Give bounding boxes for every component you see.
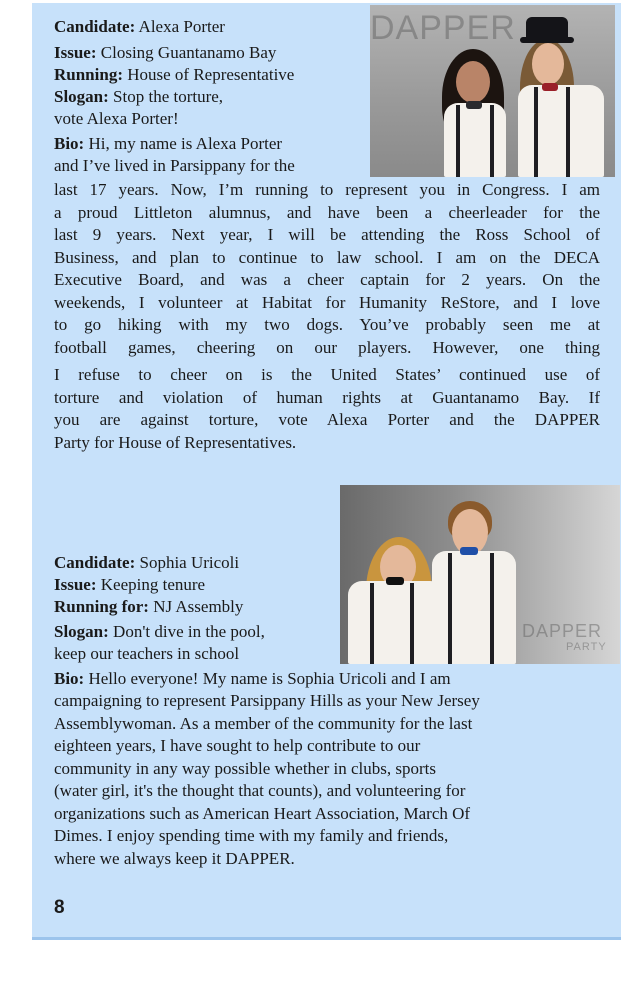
bio-line: Assemblywoman. As a member of the community for the last bbox=[54, 713, 473, 733]
candidate1-bio-paragraph-continued bbox=[54, 364, 600, 454]
bio-line: organizations such as American Heart Association, March Of bbox=[54, 803, 471, 823]
candidate-photo-sophia-uricoli bbox=[340, 485, 620, 664]
bio-text: Hello everyone! My name is Sophia Uricoli and I am bbox=[88, 669, 451, 688]
bio-line: Business, and plan to continue to law school. I am on the DECA bbox=[54, 247, 600, 267]
bio-line: torture and violation of human rights at Guantanamo Bay. If bbox=[54, 387, 600, 407]
slogan-text: Don't dive in the pool, bbox=[113, 622, 265, 641]
running-label: Running for: bbox=[54, 597, 149, 616]
issue-label: Issue: bbox=[54, 43, 97, 62]
photo-watermark: DAPPER bbox=[370, 9, 516, 47]
slogan-label: Slogan: bbox=[54, 622, 109, 641]
bio-line: to go hiking with my two dogs. You’ve probably seen me at bbox=[54, 315, 600, 334]
slogan-text: Stop the torture, bbox=[113, 87, 224, 106]
bio-line: weekends, I volunteer at Habitat for Humanity ReStore, and I love bbox=[54, 292, 600, 312]
bio-line: Dimes. I enjoy spending time with my family and friends, bbox=[54, 826, 449, 845]
running-label: Running: bbox=[54, 65, 123, 84]
page-number: 8 bbox=[54, 897, 65, 918]
candidate2-slogan-line-2 bbox=[54, 643, 239, 666]
candidate2-bio-first-line bbox=[54, 668, 451, 691]
bio-text: Hi, my name is Alexa Porter bbox=[88, 134, 283, 153]
candidate-label: Candidate: bbox=[54, 17, 136, 36]
running-value: NJ Assembly bbox=[153, 597, 244, 616]
bio-text: and I’ve lived in Parsippany for the bbox=[54, 156, 295, 175]
issue-label: Issue: bbox=[54, 575, 97, 594]
candidate1-slogan-line bbox=[54, 86, 223, 109]
candidate2-bio-paragraph bbox=[54, 690, 600, 870]
issue-value: Keeping tenure bbox=[100, 575, 206, 594]
issue-value: Closing Guantanamo Bay bbox=[100, 43, 277, 62]
candidate-name: Sophia Uricoli bbox=[139, 553, 240, 572]
bio-line: Executive Board, and was a cheer captain for 2 years. On the bbox=[54, 270, 600, 289]
candidate-label: Candidate: bbox=[54, 553, 136, 572]
bio-label: Bio: bbox=[54, 134, 85, 153]
bio-label: Bio: bbox=[54, 669, 85, 688]
candidate2-name-line bbox=[54, 552, 239, 575]
bio-line: where we always keep it DAPPER. bbox=[54, 848, 295, 868]
candidate2-running-line bbox=[54, 596, 243, 619]
bio-line: I refuse to cheer on is the United States’ continued use of bbox=[54, 365, 600, 384]
bio-line: Party for House of Representatives. bbox=[54, 432, 297, 452]
photo-watermark-sub: PARTY bbox=[566, 641, 607, 653]
bio-line: eighteen years, I have sought to help contribute to our bbox=[54, 736, 421, 755]
bio-line: you are against torture, vote Alexa Porter and the DAPPER bbox=[54, 410, 600, 429]
candidate1-slogan-line-2 bbox=[54, 108, 179, 131]
slogan-label: Slogan: bbox=[54, 87, 109, 106]
bio-line: (water girl, it's the thought that counts), and volunteering for bbox=[54, 781, 466, 800]
candidate1-bio-second-line bbox=[54, 155, 295, 178]
running-value: House of Representative bbox=[127, 65, 295, 84]
bio-line: last 9 years. Next year, I will be attending the Ross School of bbox=[54, 225, 600, 244]
bio-line: football games, cheering on our players. However, one thing bbox=[54, 337, 600, 357]
candidate-name: Alexa Porter bbox=[138, 17, 225, 36]
candidate-photo-alexa-porter bbox=[370, 5, 615, 177]
candidate1-bio-first-line bbox=[54, 133, 282, 156]
slogan-text-continued: vote Alexa Porter! bbox=[54, 109, 179, 128]
bio-line: last 17 years. Now, I’m running to represent you in Congress. I am bbox=[54, 180, 600, 199]
photo-watermark: DAPPER bbox=[522, 621, 603, 641]
candidate2-issue-line bbox=[54, 574, 205, 597]
slogan-text-continued: keep our teachers in school bbox=[54, 644, 240, 663]
candidate1-bio-paragraph bbox=[54, 179, 600, 359]
candidate1-name-line bbox=[54, 16, 225, 39]
bio-line: a proud Littleton alumnus, and have been a cheerleader for the bbox=[54, 202, 600, 222]
candidate2-slogan-line bbox=[54, 621, 265, 644]
bio-line: community in any way possible whether in clubs, sports bbox=[54, 758, 436, 778]
candidate1-running-line bbox=[54, 64, 294, 87]
bio-line: campaigning to represent Parsippany Hills as your New Jersey bbox=[54, 691, 480, 710]
candidate1-issue-line bbox=[54, 42, 276, 65]
